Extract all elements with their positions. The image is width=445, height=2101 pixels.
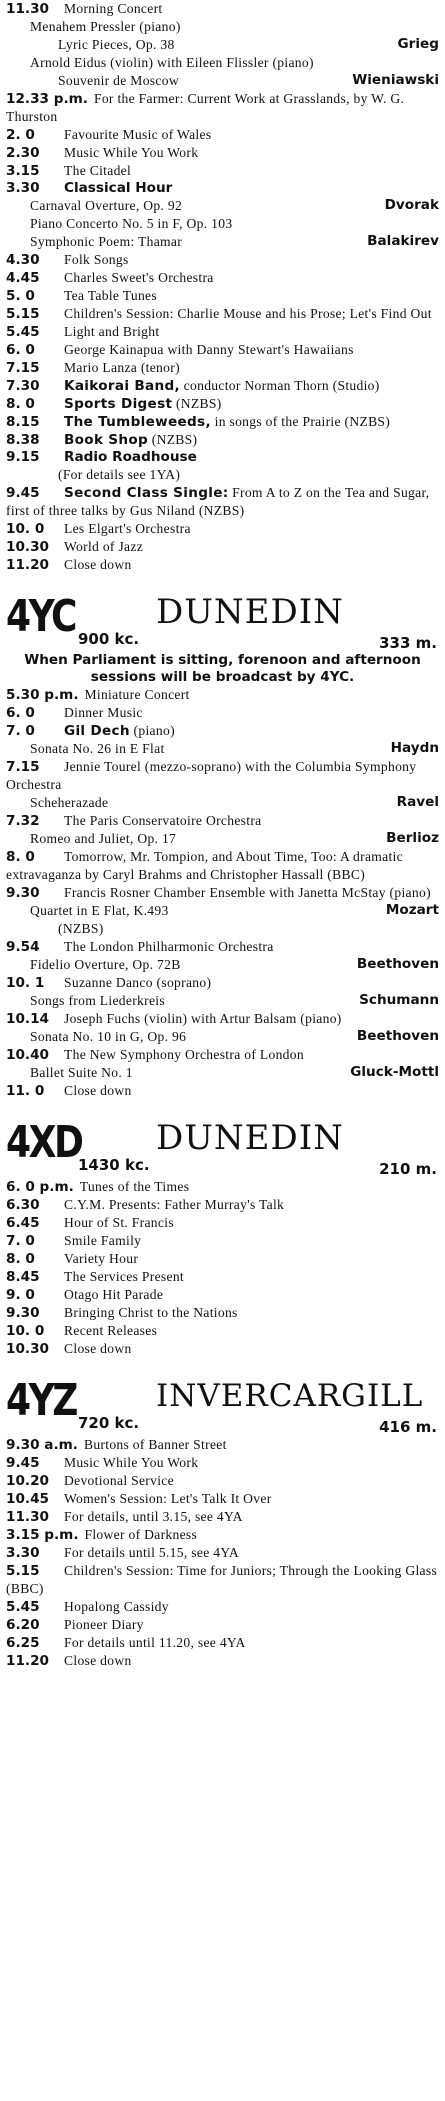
- listing-entry: [6, 287, 439, 305]
- program-description: Souvenir de Moscow: [58, 73, 179, 88]
- time-slot: 2.30: [6, 145, 40, 161]
- time-slot: 7. 0: [6, 723, 35, 739]
- time-slot: 3.15 p.m.: [6, 1527, 79, 1543]
- listing-entry: [6, 1652, 439, 1670]
- time-slot: 10.14: [6, 1011, 49, 1027]
- time-slot: 5.45: [6, 1599, 40, 1615]
- program-description: Light and Bright: [64, 324, 160, 339]
- program-description: Suzanne Danco (soprano): [64, 975, 212, 990]
- program-description: The New Symphony Orchestra of London: [64, 1047, 304, 1062]
- time-slot: 10.40: [6, 1047, 49, 1063]
- program-description: Smile Family: [64, 1233, 142, 1248]
- program-description: Bringing Christ to the Nations: [64, 1305, 238, 1320]
- listing-entry: [6, 144, 439, 162]
- listing-entry: [6, 269, 439, 287]
- listing-entry: [6, 90, 439, 126]
- time-slot: 11.30: [6, 1509, 49, 1525]
- time-slot: 9.45: [6, 1455, 40, 1471]
- composer-name: Mozart: [382, 902, 439, 919]
- program-description: World of Jazz: [64, 539, 144, 554]
- program-description: Devotional Service: [64, 1473, 174, 1488]
- time-slot: 10. 1: [6, 975, 45, 991]
- program-description: Francis Rosner Chamber Ensemble with Janetta McStay (piano): [64, 885, 431, 900]
- program-description: Tunes of the Times: [79, 1179, 190, 1194]
- city-name: DUNEDIN: [156, 592, 344, 632]
- time-slot: 8.15: [6, 414, 40, 430]
- listing-entry: [6, 1010, 439, 1028]
- program-description: Radio Roadhouse: [64, 449, 197, 465]
- time-slot: 11. 0: [6, 1083, 45, 1099]
- program-description: Second Class Single: From A to Z on the Tea and Sugar, first of three talks by Gus Niland (NZBS): [6, 485, 430, 518]
- time-slot: 8. 0: [6, 396, 35, 412]
- program-description: The Tumbleweeds, in songs of the Prairie (NZBS): [64, 414, 391, 430]
- time-slot: 9.15: [6, 449, 40, 465]
- listing-entry: [6, 1286, 439, 1304]
- composer-name: Balakirev: [363, 233, 439, 250]
- program-description: Romeo and Juliet, Op. 17: [30, 831, 177, 846]
- listing-entry: [6, 992, 439, 1010]
- composer-name: Berlioz: [382, 830, 439, 847]
- composer-name: Grieg: [394, 36, 439, 53]
- station-header-4yz: [6, 1372, 439, 1436]
- listing-entry: [6, 1232, 439, 1250]
- listing-entry: [6, 54, 439, 72]
- time-slot: 3.30: [6, 1545, 40, 1561]
- program-description: Variety Hour: [64, 1251, 139, 1266]
- time-slot: 3.30: [6, 180, 40, 196]
- time-slot: 12.33 p.m.: [6, 91, 88, 107]
- listing-entry: [6, 1544, 439, 1562]
- listing-entry: [6, 1508, 439, 1526]
- listing-entry: [6, 884, 439, 902]
- city-name: INVERCARGILL: [156, 1378, 424, 1414]
- program-description: Hour of St. Francis: [64, 1215, 174, 1230]
- listing-entry: [6, 956, 439, 974]
- time-slot: 7.15: [6, 360, 40, 376]
- program-description: Carnaval Overture, Op. 92: [30, 198, 183, 213]
- listing-entry: [6, 1028, 439, 1046]
- program-description: Songs from Liederkreis: [30, 993, 165, 1008]
- composer-name: Beethoven: [353, 1028, 439, 1045]
- time-slot: 9. 0: [6, 1287, 35, 1303]
- program-description: Recent Releases: [64, 1323, 158, 1338]
- wavelength: 210 m.: [379, 1160, 437, 1178]
- listing-entry: [6, 1214, 439, 1232]
- listing-entry: [6, 305, 439, 323]
- listing-entry: [6, 974, 439, 992]
- listing-entry: [6, 359, 439, 377]
- listing-entry: [6, 162, 439, 180]
- listing-entry: [6, 812, 439, 830]
- time-slot: 6. 0: [6, 342, 35, 358]
- program-description: For details until 5.15, see 4YA: [64, 1545, 240, 1560]
- program-description: The Paris Conservatoire Orchestra: [64, 813, 262, 828]
- listing-entry: [6, 431, 439, 449]
- time-slot: 10.45: [6, 1491, 49, 1507]
- program-description: Favourite Music of Wales: [64, 127, 212, 142]
- program-description: Charles Sweet's Orchestra: [64, 270, 214, 285]
- program-description: Les Elgart's Orchestra: [64, 521, 191, 536]
- frequency: 900 kc.: [78, 630, 140, 648]
- listing-entry: [6, 686, 439, 704]
- program-description: Children's Session: Charlie Mouse and his Prose; Let's Find Out: [64, 306, 432, 321]
- program-description: Close down: [64, 1341, 132, 1356]
- time-slot: 2. 0: [6, 127, 35, 143]
- listing-entry: [6, 704, 439, 722]
- listing-entry: [6, 1598, 439, 1616]
- listing-entry: [6, 36, 439, 54]
- program-description: Burtons of Banner Street: [83, 1437, 227, 1452]
- listing-entry: [6, 1634, 439, 1652]
- time-slot: 10. 0: [6, 521, 45, 537]
- time-slot: 9.45: [6, 485, 40, 501]
- program-description: For the Farmer: Current Work at Grasslands, by W. G. Thurston: [6, 91, 405, 124]
- time-slot: 10.20: [6, 1473, 49, 1489]
- program-description: Ballet Suite No. 1: [30, 1065, 133, 1080]
- program-description: Jennie Tourel (mezzo-soprano) with the Columbia Symphony Orchestra: [6, 759, 417, 792]
- time-slot: 6.30: [6, 1197, 40, 1213]
- time-slot: 9.30 a.m.: [6, 1437, 78, 1453]
- program-description: Gil Dech (piano): [64, 723, 175, 739]
- listing-entry: [6, 1196, 439, 1214]
- time-slot: 9.54: [6, 939, 40, 955]
- composer-name: Wieniawski: [348, 72, 439, 89]
- listing-entry: [6, 341, 439, 359]
- time-slot: 6.25: [6, 1635, 40, 1651]
- listing-entry: [6, 251, 439, 269]
- program-description: Lyric Pieces, Op. 38: [58, 37, 175, 52]
- composer-name: Gluck-Mottl: [346, 1064, 439, 1081]
- program-description: Otago Hit Parade: [64, 1287, 164, 1302]
- station-header-4xd: [6, 1114, 439, 1178]
- listing-entry: [6, 1322, 439, 1340]
- program-description: Sonata No. 10 in G, Op. 96: [30, 1029, 187, 1044]
- listing-entry: [6, 758, 439, 794]
- time-slot: 7.32: [6, 813, 40, 829]
- listing-entry: [6, 180, 439, 197]
- time-slot: 10. 0: [6, 1323, 45, 1339]
- program-description: Classical Hour: [64, 180, 173, 196]
- listing-entry: [6, 233, 439, 251]
- listing-entry: [6, 722, 439, 740]
- time-slot: 5.15: [6, 1563, 40, 1579]
- listing-entry: [6, 1562, 439, 1598]
- frequency: 1430 kc.: [78, 1156, 150, 1174]
- composer-name: Beethoven: [353, 956, 439, 973]
- listing-entry: [6, 1436, 439, 1454]
- listing-entry: [6, 18, 439, 36]
- listing-entry: [6, 466, 439, 484]
- time-slot: 5.15: [6, 306, 40, 322]
- program-description: Close down: [64, 1083, 132, 1098]
- callsign: 4YC: [6, 591, 76, 642]
- listing-entry: [6, 1082, 439, 1100]
- time-slot: 6.45: [6, 1215, 40, 1231]
- program-description: Quartet in E Flat, K.493: [30, 903, 169, 918]
- program-description: Sports Digest (NZBS): [64, 396, 222, 412]
- listing-entry: [6, 215, 439, 233]
- listing-entry: [6, 1178, 439, 1196]
- time-slot: 6. 0: [6, 705, 35, 721]
- section-4yc: [6, 686, 439, 1100]
- listing-entry: [6, 395, 439, 413]
- program-description: Close down: [64, 557, 132, 572]
- listing-entry: [6, 1340, 439, 1358]
- listing-entry: [6, 72, 439, 90]
- program-description: The London Philharmonic Orchestra: [64, 939, 274, 954]
- time-slot: 8. 0: [6, 1251, 35, 1267]
- listing-entry: [6, 1454, 439, 1472]
- city-name: DUNEDIN: [156, 1118, 344, 1158]
- time-slot: 11.20: [6, 557, 49, 573]
- listing-entry: [6, 538, 439, 556]
- listing-entry: [6, 1526, 439, 1544]
- program-description: For details until 11.20, see 4YA: [64, 1635, 246, 1650]
- program-description: Women's Session: Let's Talk It Over: [64, 1491, 272, 1506]
- time-slot: 6. 0 p.m.: [6, 1179, 74, 1195]
- program-description: Arnold Eidus (violin) with Eileen Flissler (piano): [30, 55, 314, 70]
- time-slot: 11.20: [6, 1653, 49, 1669]
- composer-name: Haydn: [387, 740, 439, 757]
- time-slot: 5.45: [6, 324, 40, 340]
- program-description: Scheherazade: [30, 795, 109, 810]
- time-slot: 8. 0: [6, 849, 35, 865]
- program-description: George Kainapua with Danny Stewart's Hawaiians: [64, 342, 354, 357]
- listing-entry: [6, 1472, 439, 1490]
- program-description: (NZBS): [58, 921, 104, 936]
- time-slot: 6.20: [6, 1617, 40, 1633]
- time-slot: 8.45: [6, 1269, 40, 1285]
- listing-entry: [6, 377, 439, 395]
- callsign: 4XD: [6, 1117, 82, 1168]
- listing-entry: [6, 1250, 439, 1268]
- listing-entry: [6, 920, 439, 938]
- station-header-4yc: [6, 588, 439, 652]
- program-description: Morning Concert: [64, 1, 163, 16]
- time-slot: 11.30: [6, 1, 49, 17]
- listing-entry: [6, 1490, 439, 1508]
- listing-entry: [6, 830, 439, 848]
- program-description: C.Y.M. Presents: Father Murray's Talk: [64, 1197, 285, 1212]
- callsign: 4YZ: [6, 1375, 77, 1426]
- listing-entry: [6, 902, 439, 920]
- composer-name: Ravel: [393, 794, 439, 811]
- time-slot: 5.30 p.m.: [6, 687, 79, 703]
- program-description: Miniature Concert: [84, 687, 190, 702]
- listing-entry: [6, 1268, 439, 1286]
- listing-entry: [6, 323, 439, 341]
- program-description: Children's Session: Time for Juniors; Through the Looking Glass (BBC): [6, 1563, 438, 1596]
- section-4ya-continued: [6, 0, 439, 574]
- program-description: Tea Table Tunes: [64, 288, 157, 303]
- listing-entry: [6, 126, 439, 144]
- program-description: Symphonic Poem: Thamar: [30, 234, 183, 249]
- program-description: The Services Present: [64, 1269, 185, 1284]
- listing-entry: [6, 413, 439, 431]
- listing-entry: [6, 938, 439, 956]
- program-description: Pioneer Diary: [64, 1617, 144, 1632]
- program-description: Menahem Pressler (piano): [30, 19, 181, 34]
- program-description: Sonata No. 26 in E Flat: [30, 741, 165, 756]
- section-4yz: [6, 1436, 439, 1670]
- composer-name: Schumann: [355, 992, 439, 1009]
- listing-entry: [6, 1616, 439, 1634]
- program-description: Music While You Work: [64, 1455, 199, 1470]
- time-slot: 4.30: [6, 252, 40, 268]
- parliament-notice: When Parliament is sitting, forenoon and afternoon sessions will be broadcast by 4YC.: [24, 652, 421, 685]
- time-slot: 4.45: [6, 270, 40, 286]
- time-slot: 10.30: [6, 539, 49, 555]
- listing-entry: [6, 794, 439, 812]
- program-description: Book Shop (NZBS): [64, 432, 198, 448]
- program-description: Dinner Music: [64, 705, 143, 720]
- program-description: Mario Lanza (tenor): [64, 360, 180, 375]
- time-slot: 8.38: [6, 432, 40, 448]
- listing-entry: [6, 484, 439, 520]
- program-description: For details, until 3.15, see 4YA: [64, 1509, 243, 1524]
- time-slot: 7.30: [6, 378, 40, 394]
- time-slot: 7.15: [6, 759, 40, 775]
- listing-entry: [6, 1046, 439, 1064]
- program-description: (For details see 1YA): [58, 467, 181, 482]
- program-description: Music While You Work: [64, 145, 199, 160]
- time-slot: 10.30: [6, 1341, 49, 1357]
- section-4xd: [6, 1178, 439, 1358]
- program-description: The Citadel: [64, 163, 132, 178]
- listing-entry: [6, 0, 439, 18]
- time-slot: 9.30: [6, 1305, 40, 1321]
- frequency: 720 kc.: [78, 1414, 140, 1432]
- program-description: Hopalong Cassidy: [64, 1599, 169, 1614]
- listing-entry: [6, 848, 439, 884]
- listing-entry: [6, 556, 439, 574]
- program-description: Tomorrow, Mr. Tompion, and About Time, Too: A dramatic extravaganza by Caryl Brahms and Christopher Hassall (BBC): [6, 849, 403, 882]
- wavelength: 416 m.: [379, 1418, 437, 1436]
- listing-entry: [6, 740, 439, 758]
- listing-entry: [6, 449, 439, 466]
- listing-entry: [6, 1064, 439, 1082]
- program-description: Folk Songs: [64, 252, 129, 267]
- composer-name: Dvorak: [381, 197, 439, 214]
- program-description: Piano Concerto No. 5 in F, Op. 103: [30, 216, 233, 231]
- listing-entry: [6, 1304, 439, 1322]
- program-description: Kaikorai Band, conductor Norman Thorn (Studio): [64, 378, 380, 394]
- time-slot: 3.15: [6, 163, 40, 179]
- time-slot: 5. 0: [6, 288, 35, 304]
- program-description: Fidelio Overture, Op. 72B: [30, 957, 181, 972]
- listing-entry: [6, 520, 439, 538]
- program-description: Joseph Fuchs (violin) with Artur Balsam (piano): [64, 1011, 342, 1026]
- program-description: Flower of Darkness: [84, 1527, 198, 1542]
- time-slot: 9.30: [6, 885, 40, 901]
- wavelength: 333 m.: [379, 634, 437, 652]
- listing-entry: [6, 197, 439, 215]
- time-slot: 7. 0: [6, 1233, 35, 1249]
- program-description: Close down: [64, 1653, 132, 1668]
